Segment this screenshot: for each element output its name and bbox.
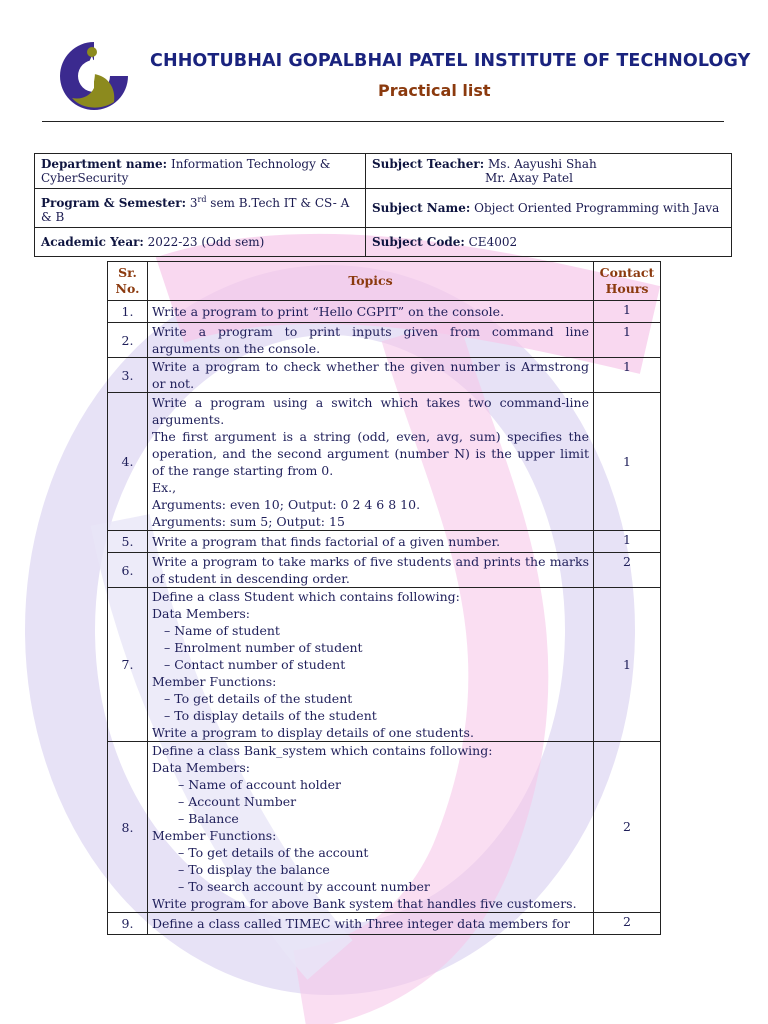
col-topics-header: Topics — [148, 262, 594, 301]
topic-line: – Contact number of student — [164, 657, 346, 672]
topic-line: Write a program to display details of one students. — [152, 725, 474, 740]
row-number: 8. — [108, 742, 148, 913]
row-topic — [148, 742, 594, 913]
topic-line: – To display the balance — [178, 862, 330, 877]
course-info-table — [34, 153, 732, 257]
department-value: Information Technology & CyberSecurity — [41, 157, 331, 185]
code-value: CE4002 — [468, 235, 518, 249]
col-hours-header: Contact Hours — [594, 262, 661, 301]
row-topic — [148, 913, 594, 935]
row-number: 7. — [108, 588, 148, 742]
topic-line: Write a program to print inputs given from command line arguments on the console. — [152, 324, 589, 356]
topic-line: – Name of student — [164, 623, 280, 638]
topic-line: Write a program to print “Hello CGPIT” on the console. — [152, 304, 505, 319]
topic-line: Member Functions: — [152, 828, 277, 843]
row-number: 4. — [108, 393, 148, 531]
topic-line: – To get details of the student — [164, 691, 353, 706]
row-hours: 1 — [594, 358, 661, 393]
topic-line: Member Functions: — [152, 674, 277, 689]
year-value: 2022-23 (Odd sem) — [147, 235, 265, 249]
topic-line: – To display details of the student — [164, 708, 377, 723]
topic-line: Write program for above Bank system that handles five customers. — [152, 896, 577, 911]
row-hours: 1 — [594, 531, 661, 553]
topic-line: – Name of account holder — [178, 777, 341, 792]
teacher-2: Mr. Axay Patel — [485, 171, 573, 185]
row-number: 5. — [108, 531, 148, 553]
row-number: 1. — [108, 301, 148, 323]
row-hours: 1 — [594, 393, 661, 531]
subject-value: Object Oriented Programming with Java — [474, 201, 720, 215]
code-label: Subject Code: — [372, 235, 465, 249]
document-title: Practical list — [378, 81, 491, 100]
row-topic — [148, 301, 594, 323]
row-number: 2. — [108, 323, 148, 358]
row-topic — [148, 358, 594, 393]
row-hours: 1 — [594, 301, 661, 323]
topic-line: Write a program to take marks of five students and prints the marks of student in descending order. — [152, 554, 589, 586]
col-sr-header: Sr. No. — [108, 262, 148, 301]
program-label: Program & Semester: — [41, 195, 187, 210]
program-value-pre: 3 — [189, 195, 198, 210]
row-topic — [148, 393, 594, 531]
row-hours: 2 — [594, 742, 661, 913]
topic-line: – To get details of the account — [178, 845, 369, 860]
topic-line: Data Members: — [152, 606, 250, 621]
row-topic — [148, 323, 594, 358]
topic-line: Write a program that finds factorial of a given number. — [152, 534, 501, 549]
teacher-label: Subject Teacher: — [372, 157, 485, 171]
row-hours: 2 — [594, 913, 661, 935]
institute-name: CHHOTUBHAI GOPALBHAI PATEL INSTITUTE OF TECHNOLOGY — [150, 51, 751, 71]
teacher-1: Ms. Aayushi Shah — [488, 157, 597, 171]
row-hours: 1 — [594, 323, 661, 358]
table-row — [108, 323, 661, 358]
topic-line: Write a program to check whether the given number is Armstrong or not. — [152, 359, 589, 391]
table-row — [108, 358, 661, 393]
row-number: 9. — [108, 913, 148, 935]
topic-line: – Account Number — [178, 794, 297, 809]
topic-line: Define a class Bank_system which contains following: — [152, 743, 493, 758]
table-row — [108, 531, 661, 553]
row-topic — [148, 588, 594, 742]
topic-line: Define a class called TIMEC with Three integer data members for — [152, 916, 571, 931]
program-value-post: sem B.Tech IT & CS- A & B — [41, 195, 350, 224]
topic-line: The first argument is a string (odd, even, avg, sum) specifies the operation, and the second argument (number N) is the upper limit of the range starting from 0. — [152, 428, 589, 478]
table-row — [108, 913, 661, 935]
row-number: 3. — [108, 358, 148, 393]
topic-line: – To search account by account number — [178, 879, 430, 894]
topic-line: Write a program using a switch which takes two command-line arguments. — [152, 394, 589, 427]
table-row — [108, 742, 661, 913]
topic-line: – Enrolment number of student — [164, 640, 363, 655]
row-number: 6. — [108, 553, 148, 588]
department-label: Department name: — [41, 157, 168, 171]
subject-label: Subject Name: — [372, 201, 471, 215]
row-hours: 1 — [594, 588, 661, 742]
table-row — [108, 393, 661, 531]
program-cell — [35, 189, 366, 228]
program-value-sup: rd — [197, 194, 207, 204]
topic-line: Define a class Student which contains following: — [152, 589, 460, 604]
header-divider — [42, 121, 724, 122]
code-cell — [366, 228, 732, 257]
row-topic — [148, 553, 594, 588]
subject-cell — [366, 189, 732, 228]
topic-line: – Balance — [178, 811, 239, 826]
practical-list-table — [107, 261, 661, 935]
row-hours: 2 — [594, 553, 661, 588]
year-cell — [35, 228, 366, 257]
table-row — [108, 588, 661, 742]
institute-logo — [56, 38, 132, 114]
topic-line: Arguments: sum 5; Output: 15 — [152, 513, 345, 529]
year-label: Academic Year: — [41, 235, 144, 249]
topic-line: Arguments: even 10; Output: 0 2 4 6 8 10. — [152, 496, 421, 512]
topic-line: Data Members: — [152, 760, 250, 775]
table-row — [108, 301, 661, 323]
department-cell — [35, 154, 366, 189]
teacher-cell — [366, 154, 732, 189]
topic-line: Ex., — [152, 479, 177, 495]
row-topic — [148, 531, 594, 553]
table-row — [108, 553, 661, 588]
